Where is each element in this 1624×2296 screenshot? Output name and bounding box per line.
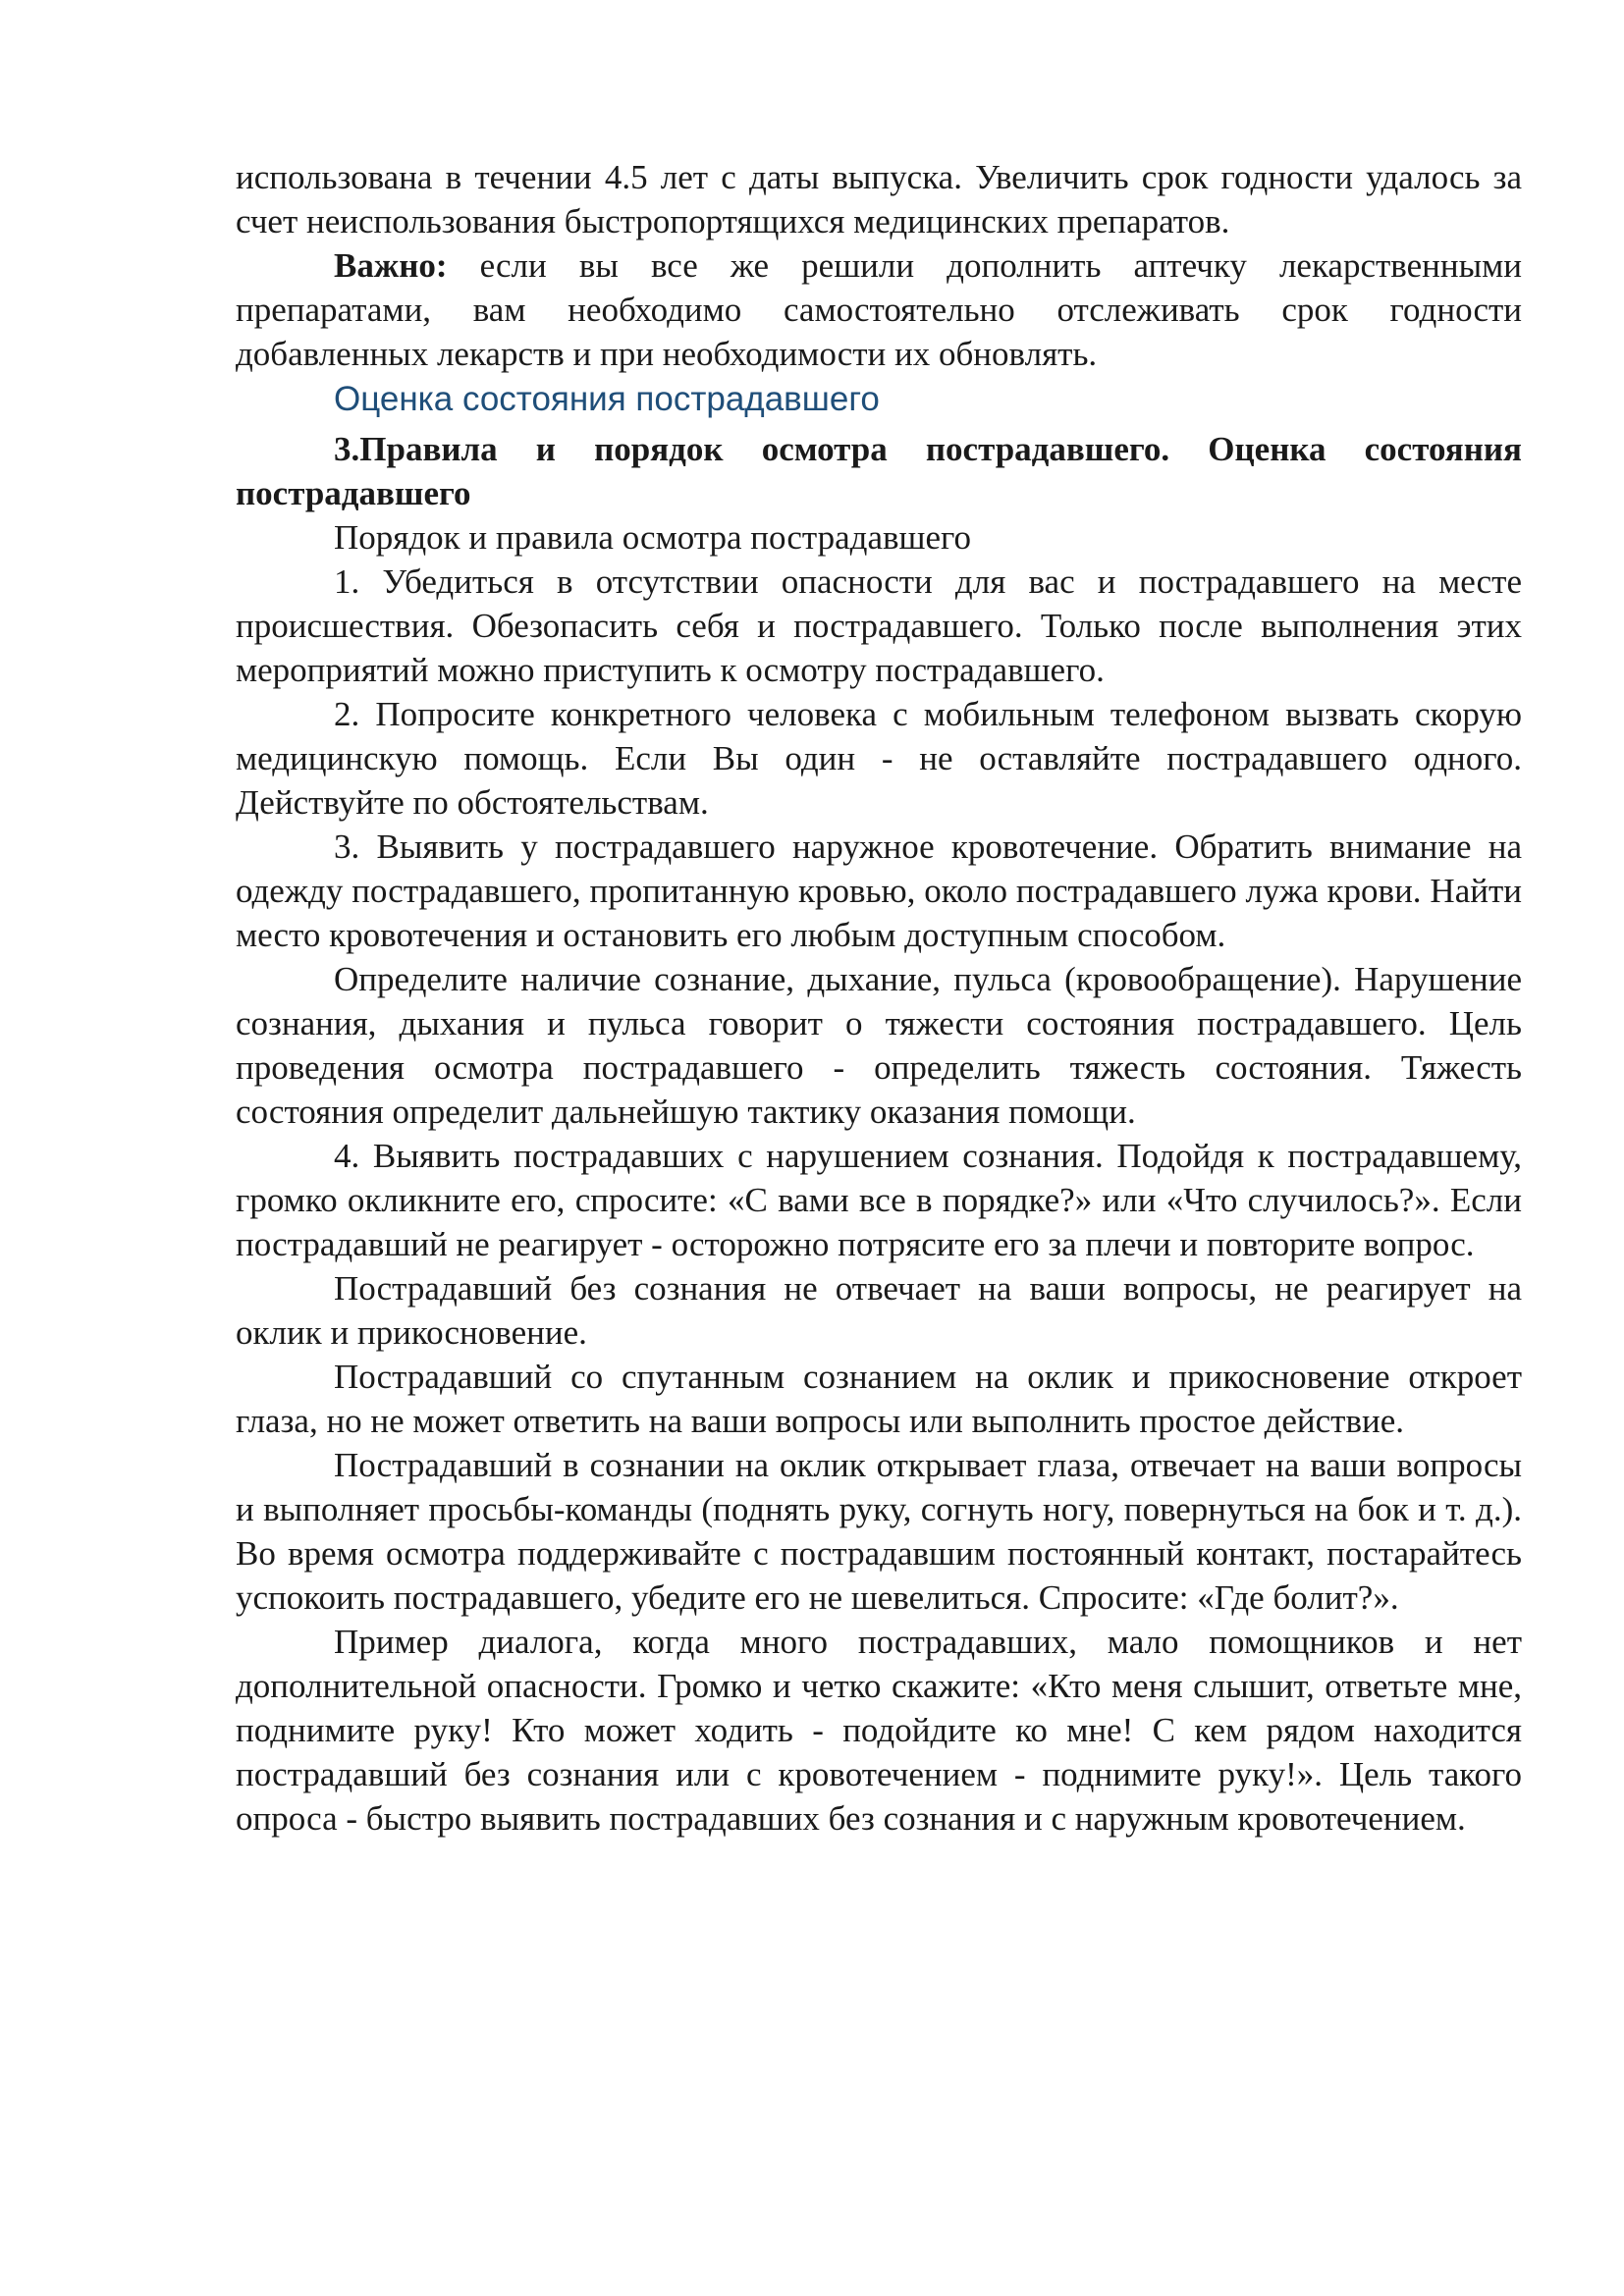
paragraph-determine-consciousness: Определите наличие сознание, дыхание, пульса (кровообращение). Нарушение сознания, дыхания и пульса говорит о тяжести состояния пострадавшего. Цель проведения осмотра пострадавшего - определить тяжесть состояния. Тяжесть состояния определит дальнейшую тактику оказания помощи. (236, 960, 1522, 1131)
paragraph-unconscious: Пострадавший без сознания не отвечает на ваши вопросы, не реагирует на оклик и прикосновение. (236, 1269, 1522, 1352)
important-note-text: если вы все же решили дополнить аптечку лекарственными препаратами, вам необходимо самостоятельно отслеживать срок годности добавленных лекарств и при необходимости их обновлять. (236, 246, 1522, 373)
blue-section-heading: Оценка состояния пострадавшего (334, 380, 880, 418)
paragraph-order-rules: Порядок и правила осмотра пострадавшего (334, 518, 972, 557)
intro-continuation-paragraph: использована в течении 4.5 лет с даты выпуска. Увеличить срок годности удалось за счет неиспользования быстропортящихся медицинских препаратов. (236, 158, 1522, 240)
paragraph-step-2: 2. Попросите конкретного человека с мобильным телефоном вызвать скорую медицинскую помощь. Если Вы один - не оставляйте пострадавшего одного. Действуйте по обстоятельствам. (236, 695, 1522, 822)
paragraph-conscious: Пострадавший в сознании на оклик открывает глаза, отвечает на ваши вопросы и выполняет просьбы-команды (поднять руку, согнуть ногу, повернуться на бок и т. д.). Во время осмотра поддерживайте с пострадавшим постоянный контакт, постарайтесь успокоить пострадавшего, убедите его не шевелиться. Спросите: «Где болит?». (236, 1446, 1522, 1617)
paragraph-confused: Пострадавший со спутанным сознанием на оклик и прикосновение откроет глаза, но не может ответить на ваши вопросы или выполнить простое действие. (236, 1358, 1522, 1440)
paragraph-step-4: 4. Выявить пострадавших с нарушением сознания. Подойдя к пострадавшему, громко окликните его, спросите: «С вами все в порядке?» или «Что случилось?». Если пострадавший не реагирует - осторожно потрясите его за плечи и повторите вопрос. (236, 1137, 1522, 1263)
paragraph-step-1: 1. Убедиться в отсутствии опасности для вас и пострадавшего на месте происшествия. Обезопасить себя и пострадавшего. Только после выполнения этих мероприятий можно приступить к осмотру пострадавшего. (236, 562, 1522, 689)
important-note-paragraph (236, 243, 1522, 376)
paragraph-dialog-example: Пример диалога, когда много пострадавших, мало помощников и нет дополнительной опасности. Громко и четко скажите: «Кто меня слышит, ответьте мне, поднимите руку! Кто может ходить - подойдите ко мне! С кем рядом находится пострадавший без сознания или с кровотечением - поднимите руку!». Цель такого опроса - быстро выявить пострадавших без сознания и с наружным кровотечением. (236, 1623, 1522, 1838)
document-page (236, 155, 1522, 1841)
paragraph-step-3: 3. Выявить у пострадавшего наружное кровотечение. Обратить внимание на одежду пострадавшего, пропитанную кровью, около пострадавшего лужа крови. Найти место кровотечения и остановить его любым доступным способом. (236, 828, 1522, 954)
important-label: Важно: (334, 246, 448, 285)
section-title: 3.Правила и порядок осмотра пострадавшего. Оценка состояния пострадавшего (236, 430, 1522, 512)
